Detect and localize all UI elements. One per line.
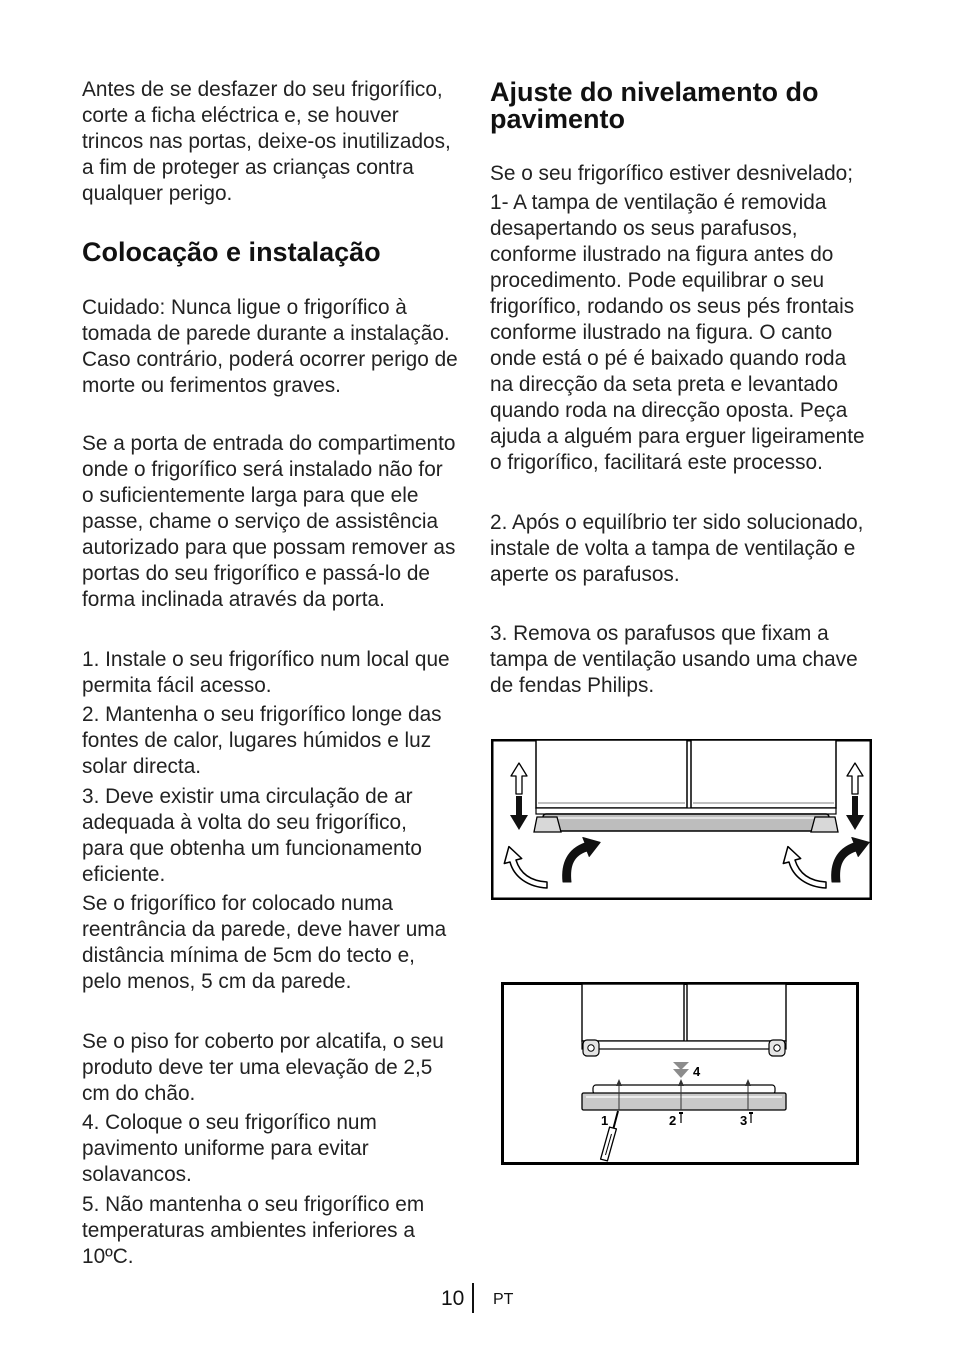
screw-1-label: 1 [601, 1113, 609, 1128]
screw-2-label: 2 [669, 1113, 677, 1128]
recess-paragraph: Se o frigorífico for colocado numa reentrância da parede, deve haver uma distância mínima de 5cm do tecto e, pelo menos, 5 cm da parede. [82, 892, 447, 993]
right-foot [769, 1040, 785, 1056]
instruction-1: 1. Instale o seu frigorífico num local que permita fácil acesso. [82, 648, 450, 697]
instruction-4: 4. Coloque o seu frigorífico num pavimento uniforme para evitar solavancos. [82, 1111, 377, 1186]
cabinet-base [582, 1041, 786, 1049]
screw-3-label: 3 [740, 1113, 748, 1128]
figure-ventilation-cover-removal [501, 982, 859, 1166]
right-front-foot [811, 817, 838, 832]
leveling-intro-line: Se o seu frigorífico estiver desnivelado; [490, 162, 853, 185]
refrigerator-bottom [534, 740, 838, 832]
instruction-2: 2. Mantenha o seu frigorífico longe das fontes de calor, lugares húmidos e luz solar directa. [82, 703, 442, 778]
left-door [536, 740, 687, 808]
ventilation-cover-body [582, 1093, 786, 1110]
leveling-step-1: 1- A tampa de ventilação é removida desapertando os seus parafusos, conforme ilustrado na figura antes do procedimento. Pode equilibrar o seu frigorífico, rodando os seus pés frontais conforme ilustrado na figura. O canto onde está o pé é baixado quando roda na direcção da seta preta e levantado quando roda na direcção oposta. Peça ajuda a alguém para erguer ligeiramente o frigorífico, facilitará este processo. [490, 191, 865, 474]
section-heading-installation: Colocação e instalação [82, 237, 381, 267]
footer-divider [472, 1283, 474, 1313]
right-door [691, 740, 836, 808]
right-foot-screw [774, 1045, 780, 1051]
right-door [687, 984, 786, 1041]
left-front-foot [534, 817, 561, 832]
instruction-3: 3. Deve existir uma circulação de ar adequada à volta do seu frigorífico, para que obtenha um funcionamento eficiente. [82, 785, 422, 886]
ventilation-cover [543, 814, 829, 831]
refrigerator-bottom [582, 984, 786, 1056]
caution-paragraph: Cuidado: Nunca ligue o frigorífico à tomada de parede durante a instalação. Caso contrário, poderá ocorrer perigo de morte ou ferimentos graves. [82, 296, 458, 397]
instruction-5: 5. Não mantenha o seu frigorífico em temperaturas ambientes inferiores a 10ºC. [82, 1193, 425, 1268]
left-foot [583, 1040, 599, 1056]
carpet-paragraph: Se o piso for coberto por alcatifa, o seu produto deve ter uma elevação de 2,5 cm do chão. [82, 1030, 444, 1105]
section-heading-leveling: Ajuste do nivelamento do pavimento [490, 77, 819, 134]
left-foot-screw [588, 1045, 594, 1051]
leveling-step-2: 2. Após o equilíbrio ter sido solucionado, instale de volta a tampa de ventilação e aperte os parafusos. [490, 511, 864, 586]
door-width-paragraph: Se a porta de entrada do compartimento onde o frigorífico será instalado não for o suficientemente larga para que ele passe, chame o serviço de assistência autorizado para que possam remover as portas do seu frigorífico e passá-lo de forma inclinada através da porta. [82, 432, 456, 611]
cabinet-base [536, 808, 836, 814]
left-door [582, 984, 684, 1041]
leveling-step-3: 3. Remova os parafusos que fixam a tampa de ventilação usando uma chave de fendas Philips. [490, 622, 858, 697]
figure-leveling-feet [491, 739, 873, 901]
page-number: 10 [441, 1287, 465, 1310]
intro-paragraph: Antes de se desfazer do seu frigorífico, corte a ficha eléctrica e, se houver trincos nas portas, deixe-os inutilizados, a fim de proteger as crianças contra qualquer perigo. [82, 78, 451, 205]
ventilation-cover [582, 1085, 786, 1110]
language-code: PT [493, 1291, 514, 1308]
step-4-label: 4 [693, 1064, 701, 1079]
